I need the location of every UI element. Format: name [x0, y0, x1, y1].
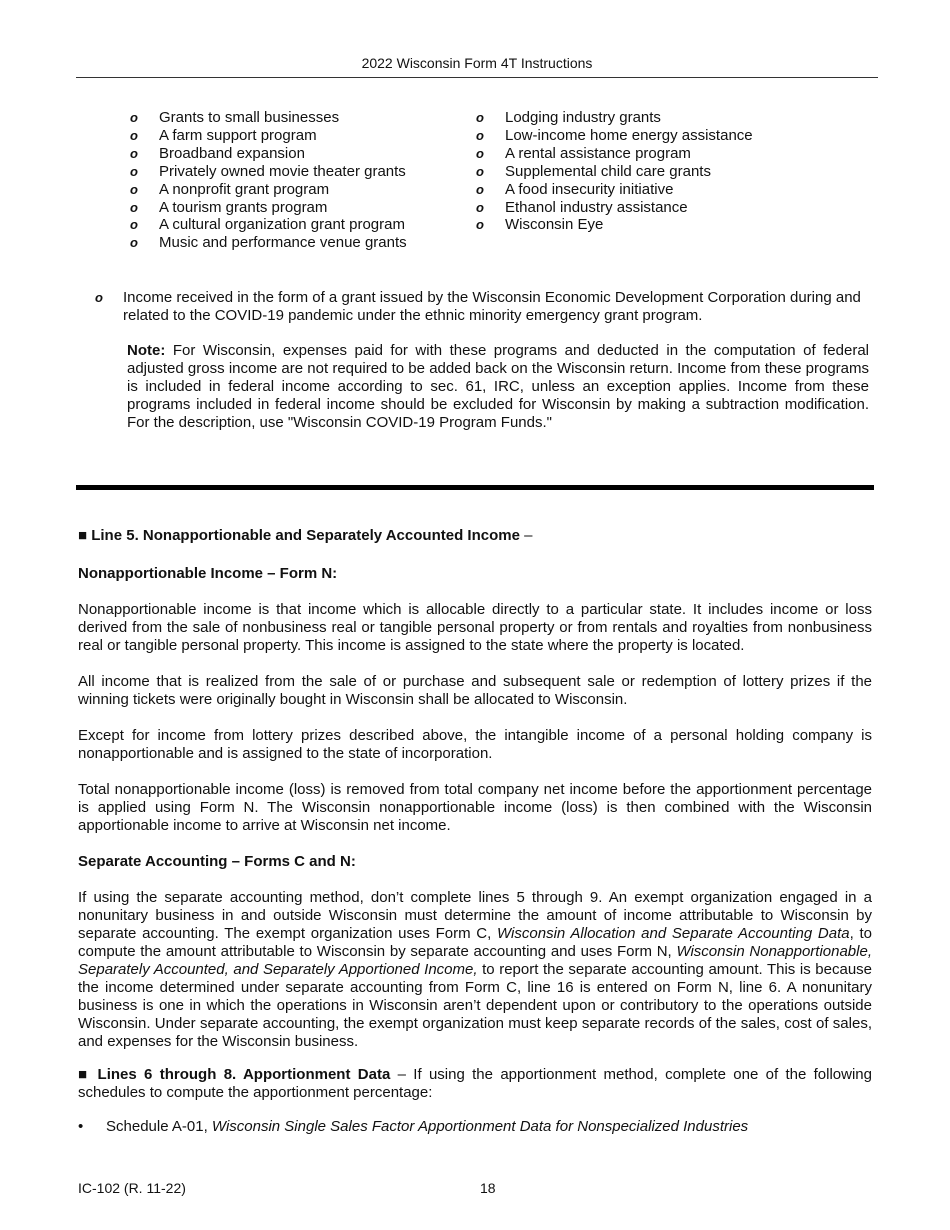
form-id: IC-102 (R. 11-22): [78, 1180, 186, 1196]
lines6to8-paragraph: ■ Lines 6 through 8. Apportionment Data – If using the apportionment method, complete one of the following schedules to compute the apportionment percentage:: [78, 1066, 872, 1101]
circle-bullet-icon: o: [130, 217, 138, 233]
circle-bullet-icon: o: [476, 110, 484, 125]
circle-bullet-icon: o: [130, 110, 138, 125]
list-item: o A rental assistance program: [476, 144, 691, 162]
header-title: 2022 Wisconsin Form 4T Instructions: [361, 55, 593, 71]
circle-bullet-icon: o: [130, 199, 138, 215]
circle-bullet-icon: o: [130, 181, 138, 197]
line5-paragraph-2: All income that is realized from the sale of or purchase and subsequent sale or redemption of lottery prizes if the winning tickets were originally bought in Wisconsin shall be allocated to Wisconsin.: [78, 673, 872, 708]
list-item: o A tourism grants program: [130, 198, 328, 216]
weds-grant-text: Income received in the form of a grant issued by the Wisconsin Economic Development Corporation during and related to the COVID-19 pandemic under the ethnic minority emergency grant program.: [123, 289, 861, 324]
list-item: o Privately owned movie theater grants: [130, 162, 406, 180]
line5-heading: ■ Line 5. Nonapportionable and Separately Accounted Income –: [78, 527, 533, 544]
line5-paragraph-1: Nonapportionable income is that income which is allocable directly to a particular state. It includes income or loss derived from the sale of nonbusiness real or tangible personal property or from rentals and royalties from nonbusiness real or tangible personal property. This income is assigned to the state where the property is located.: [78, 601, 872, 654]
page-number: 18: [480, 1180, 496, 1196]
program-list-right: [476, 109, 753, 234]
circle-bullet-icon: o: [476, 217, 484, 233]
list-item: o Lodging industry grants: [476, 109, 661, 126]
list-item: o A farm support program: [130, 126, 317, 144]
note-label: Note:: [127, 342, 166, 359]
list-item: o Music and performance venue grants: [130, 234, 407, 252]
circle-bullet-icon: o: [476, 199, 484, 215]
circle-bullet-icon: o: [130, 145, 138, 161]
list-item: o Grants to small businesses: [130, 109, 340, 126]
nonapportionable-subheading: Nonapportionable Income – Form N:: [78, 565, 338, 582]
separate-accounting-paragraph: If using the separate accounting method, don’t complete lines 5 through 9. An exempt organization engaged in a nonunitary business in and outside Wisconsin must determine the amount of income attributable to Wisconsin by separate accounting. The exempt organization uses Form C, Wisconsin Allocation and Separate Accounting Data, to compute the amount attributable to Wisconsin by separate accounting and uses Form N, Wisconsin Nonapportionable, Separately Accounted, and Separately Apportioned Income, to report the separate accounting amount. This is because the income determined under separate accounting from Form C, line 16 is entered on Form N, line 6. A nonunitary business is one in which the operations in Wisconsin aren’t dependent upon or contributory to the operations outside Wisconsin. Under separate accounting, the exempt organization must keep separate records of the sales, cost of sales, and expenses for the Wisconsin business.: [78, 889, 872, 1050]
bullet-icon: •: [78, 1118, 84, 1135]
schedule-a01-item: • Schedule A-01, Wisconsin Single Sales Factor Apportionment Data for Nonspecialized Industries: [78, 1118, 749, 1135]
circle-bullet-icon: o: [476, 163, 484, 179]
circle-bullet-icon: o: [476, 181, 484, 197]
section-divider: [76, 485, 874, 490]
list-item: o A food insecurity initiative: [476, 180, 674, 198]
separate-accounting-heading: Separate Accounting – Forms C and N:: [78, 853, 356, 870]
note-text: For Wisconsin, expenses paid for with these programs and deducted in the computation of federal adjusted gross income are not required to be added back on the Wisconsin return. Income from these programs is included in federal income according to sec. 61, IRC, unless an exception applies. Income from these programs included in federal income should be excluded for Wisconsin by making a subtraction modification. For the description, use "Wisconsin COVID-19 Program Funds.": [127, 342, 869, 431]
weds-grant-item: [95, 289, 870, 325]
list-item: o Supplemental child care grants: [476, 162, 711, 180]
list-item: o Broadband expansion: [130, 144, 305, 162]
line5-paragraph-3: Except for income from lottery prizes described above, the intangible income of a personal holding company is nonapportionable and is assigned to the state of incorporation.: [78, 727, 872, 762]
list-item: o Wisconsin Eye: [476, 216, 604, 234]
circle-bullet-icon: o: [476, 127, 484, 143]
list-item: o Ethanol industry assistance: [476, 198, 688, 216]
line5-paragraph-4: Total nonapportionable income (loss) is removed from total company net income before the apportionment percentage is applied using Form N. The Wisconsin nonapportionable income (loss) is then combined with the Wisconsin apportionable income to arrive at Wisconsin net income.: [78, 781, 872, 834]
list-item: o A nonprofit grant program: [130, 180, 330, 198]
note-paragraph: [127, 342, 869, 432]
circle-bullet-icon: o: [130, 235, 138, 251]
program-list-left: [130, 109, 407, 252]
circle-bullet-icon: o: [476, 145, 484, 161]
circle-bullet-icon: o: [130, 127, 138, 143]
list-item: o A cultural organization grant program: [130, 216, 405, 234]
circle-bullet-icon: o: [95, 290, 103, 305]
page-header: [76, 55, 878, 78]
list-item: o Low-income home energy assistance: [476, 126, 753, 144]
circle-bullet-icon: o: [130, 163, 138, 179]
